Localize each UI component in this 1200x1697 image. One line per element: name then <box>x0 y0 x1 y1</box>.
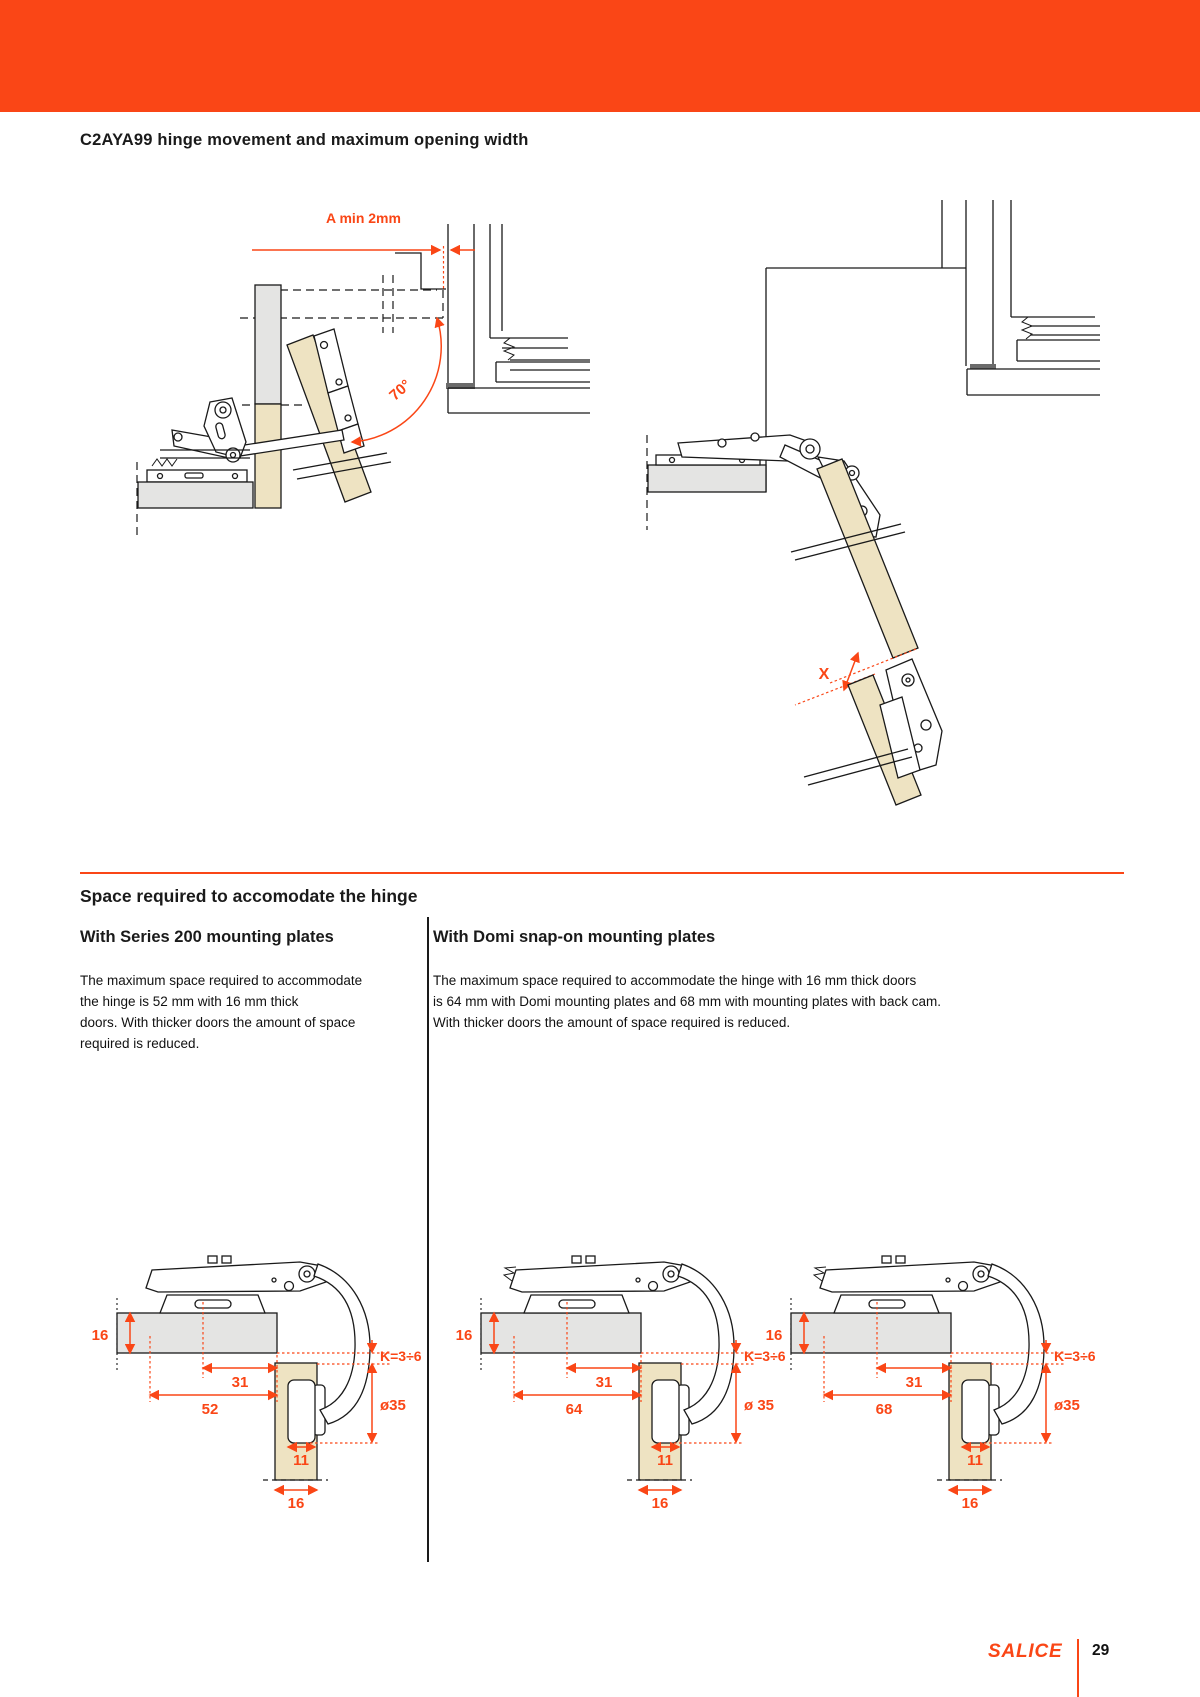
cabinet-panel <box>117 1313 277 1353</box>
text-line: is 64 mm with Domi mounting plates and 68 mm with mounting plates with back cam. <box>433 994 941 1009</box>
cabinet-panel <box>791 1313 951 1353</box>
open-door-upper <box>791 459 918 658</box>
panel-thickness-label: 16 <box>765 1327 783 1344</box>
max-space-label: 52 <box>201 1401 219 1418</box>
text-line: required is reduced. <box>80 1036 200 1051</box>
cup-diameter-label: ø 35 <box>744 1397 775 1414</box>
page-number: 29 <box>1092 1642 1110 1659</box>
gap-label: K=3÷6 <box>1054 1348 1096 1364</box>
cup-hole <box>288 1380 315 1443</box>
hinge-drawing <box>814 1256 1000 1313</box>
column-heading-series-200: With Series 200 mounting plates <box>80 928 334 946</box>
page-title: C2AYA99 hinge movement and maximum opening width <box>80 131 529 149</box>
gap-label: K=3÷6 <box>380 1348 422 1364</box>
gap-label: K=3÷6 <box>744 1348 786 1364</box>
salice-logo: SALICE <box>988 1641 1063 1662</box>
plate-distance-label: 31 <box>231 1374 249 1391</box>
section-rule <box>80 872 1124 874</box>
cabinet-panel <box>481 1313 641 1353</box>
space-diagram-back-cam <box>734 1150 1099 1510</box>
opening-angle-label: 70° <box>386 376 415 405</box>
plate-distance-label: 31 <box>905 1374 923 1391</box>
hinge-drawing <box>504 1256 690 1313</box>
door-thickness-label: 16 <box>287 1495 305 1510</box>
clearance-label: X <box>818 666 830 683</box>
panel-thickness-label: 16 <box>91 1327 109 1344</box>
header-bar <box>0 0 1200 112</box>
door-thickness-label: 16 <box>961 1495 979 1510</box>
text-line: With thicker doors the amount of space required is reduced. <box>433 1015 791 1030</box>
cup-edge-label: 11 <box>657 1452 673 1469</box>
hinge-movement-diagram-open <box>590 185 1100 815</box>
text-line: The maximum space required to accommodate the hinge with 16 mm thick doors <box>433 973 917 988</box>
hinge-movement-diagram-70deg <box>90 190 590 550</box>
door-thickness-label: 16 <box>651 1495 669 1510</box>
section-heading: Space required to accomodate the hinge <box>80 886 418 906</box>
panel-thickness-label: 16 <box>455 1327 473 1344</box>
closed-door-edge <box>255 285 281 508</box>
cup-hole <box>652 1380 679 1443</box>
column-heading-domi: With Domi snap-on mounting plates <box>433 928 716 946</box>
max-space-label: 64 <box>565 1401 583 1418</box>
footer-divider <box>1077 1639 1079 1697</box>
cup-diameter-label: ø35 <box>380 1397 406 1414</box>
plate-distance-label: 31 <box>595 1374 613 1391</box>
hinge-drawing <box>146 1256 326 1313</box>
text-line: The maximum space required to accommodate <box>80 973 363 988</box>
cup-edge-label: 11 <box>293 1452 309 1469</box>
text-line: doors. With thicker doors the amount of space <box>80 1015 356 1030</box>
space-diagram-series-200 <box>60 1150 425 1510</box>
column-text-domi <box>433 970 1113 1033</box>
cup-edge-label: 11 <box>967 1452 983 1469</box>
opening-angle-dimension <box>352 318 441 442</box>
column-text-series-200 <box>80 970 410 1054</box>
text-line: the hinge is 52 mm with 16 mm thick <box>80 994 299 1009</box>
door-open-70 <box>287 329 391 502</box>
max-space-label: 68 <box>875 1401 893 1418</box>
gap-dimension <box>252 210 475 290</box>
cup-diameter-label: ø35 <box>1054 1397 1080 1414</box>
gap-dimension-label: A min 2mm <box>326 210 401 226</box>
cup-hole <box>962 1380 989 1443</box>
